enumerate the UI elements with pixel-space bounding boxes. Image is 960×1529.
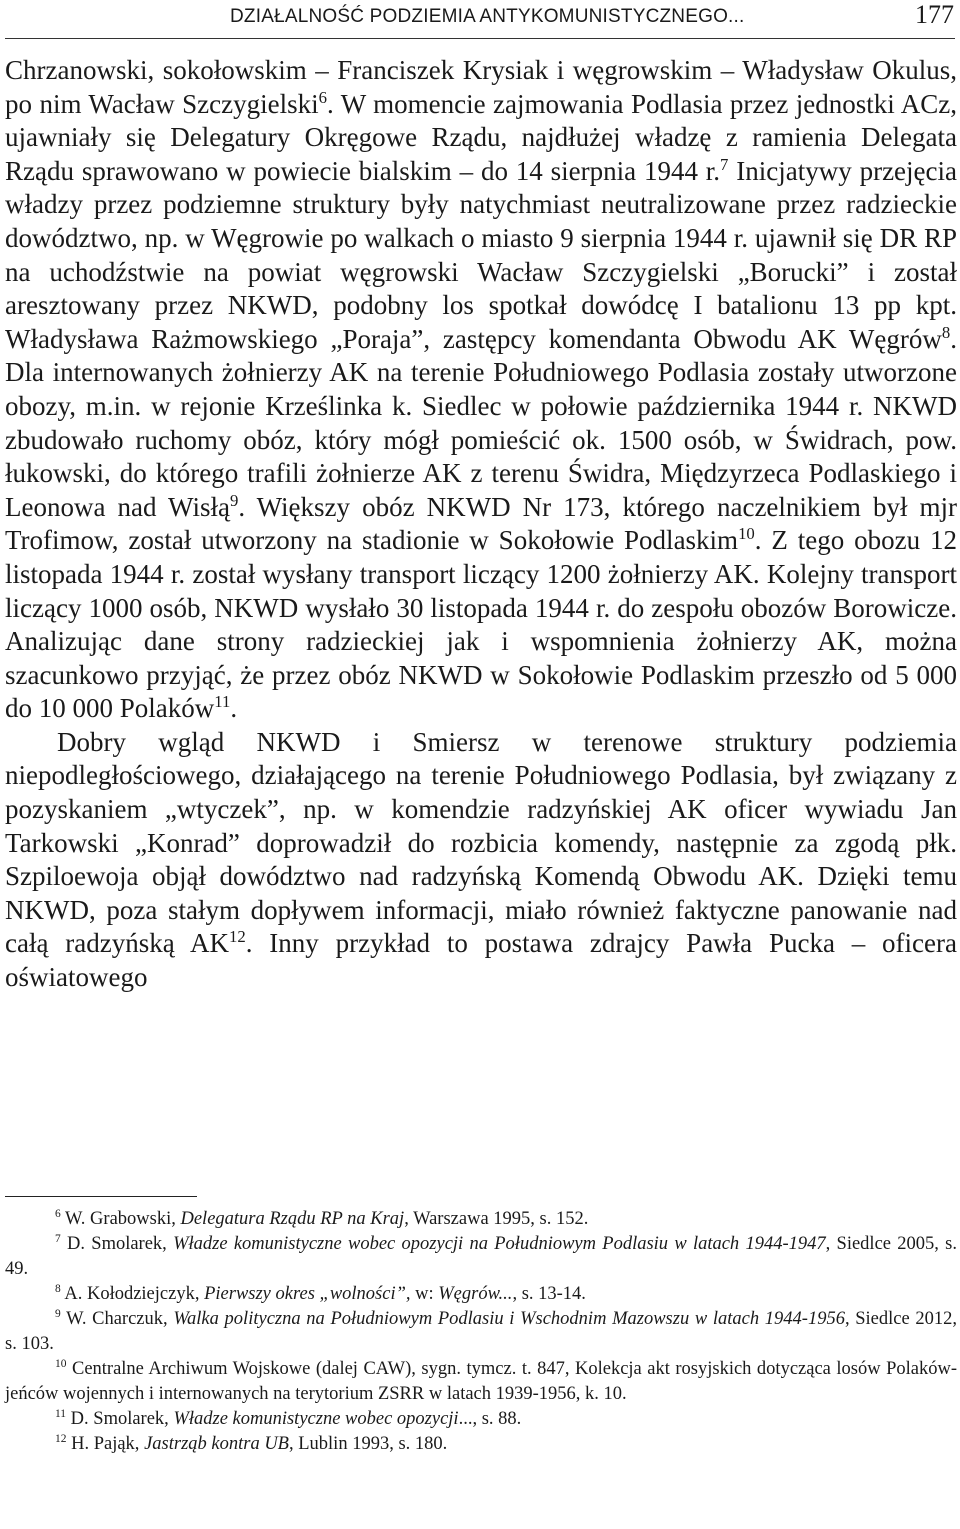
footnote-author: W. Charczuk,: [66, 1309, 174, 1329]
text-run: Chrzanowski, sokołowskim – Franciszek Krysiak i węgrowskim – Władysław Okulus, po nim Wacław Szczygielski: [5, 55, 957, 119]
footnote-number: 8: [55, 1282, 61, 1295]
footnote-ref: 9: [229, 490, 239, 510]
footnote-ref: 8: [941, 322, 951, 342]
footnote-11: [5, 1407, 957, 1432]
footnote-rest: , Siedlce 2005, s. 49.: [5, 1234, 958, 1279]
running-title: DZIAŁALNOŚĆ PODZIEMIA ANTYKOMUNISTYCZNEGO...: [230, 6, 745, 27]
footnote-rest: , Warszawa 1995, s. 152.: [404, 1209, 589, 1229]
footnote-author: A. Kołodziejczyk,: [64, 1284, 205, 1304]
page-number: 177: [915, 0, 954, 29]
text-run: . Dla internowanych żołnierzy AK na terenie Południowego Podlasia zostały utworzone obozy, m.in. w rejonie Krześlinka k. Siedlec w połowie października 1944 r. NKWD zbudowało ruchomy obóz, który mógł pomieścić ok. 1500 osób, w Świdrach, pow. łukowski, do którego trafili żołnierze AK z terenu Świdra, Międzyrzeca Podlaskiego i Leonowa nad Wisłą: [5, 323, 957, 522]
footnote-title: Jastrząb kontra UB: [144, 1434, 289, 1454]
text-run: . Większy obóz NKWD Nr 173, którego naczelnikiem był mjr Trofimow, został utworzony na stadionie w Sokołowie Podlaskim: [5, 491, 957, 556]
footnote-ref: 12: [229, 927, 246, 947]
footnote-12: [5, 1432, 957, 1457]
footnote-title: Władze komunistyczne wobec opozycji: [173, 1409, 459, 1429]
footnote-author: D. Smolarek,: [70, 1409, 174, 1429]
footnote-number: 11: [55, 1407, 67, 1420]
page-header: [0, 0, 960, 44]
text-run: .: [230, 693, 238, 724]
text-run: Dobry wgląd NKWD i Smiersz w terenowe struktury podziemia niepodległościowego, działającego na terenie Południowego Podlasia, był związany z pozyskaniem „wtyczek”, np. w komendzie radzyńskiej AK oficer wywiadu Jan Tarkowski „Konrad” doprowadził do rozbicia komendy, następnie za zgodą płk. Szpiloewoja objął dowództwo nad radzyńską Komendą Obwodu AK. Dzięki temu NKWD, poza stałym dopływem informacji, miało również faktyczne panowanie nad całą radzyńską AK: [5, 726, 957, 959]
footnote-number: 12: [55, 1432, 67, 1445]
footnote-title: Węgrów...: [438, 1284, 513, 1304]
footnote-rest: , s. 13-14.: [512, 1284, 586, 1304]
footnote-rest: , Lublin 1993, s. 180.: [288, 1434, 448, 1454]
footnote-number: 9: [55, 1307, 61, 1320]
footnotes: [5, 1207, 957, 1457]
footnote-8: [5, 1282, 957, 1307]
paragraph-1: [5, 54, 957, 726]
footnote-rest: , Siedlce 2012, s. 103.: [5, 1309, 957, 1354]
header-rule: [5, 38, 955, 39]
footnote-rest: ..., s. 88.: [458, 1409, 522, 1429]
footnote-number: 6: [55, 1207, 61, 1220]
footnote-ref: 10: [738, 524, 755, 544]
footnote-author: D. Smolarek,: [67, 1234, 174, 1254]
footnote-author: W. Grabowski,: [65, 1209, 181, 1229]
footnote-9: [5, 1307, 957, 1357]
footnote-10: [5, 1357, 957, 1407]
footnote-author: H. Pająk,: [71, 1434, 145, 1454]
paragraph-2: [5, 726, 957, 995]
text-run: . W momencie zajmowania Podlasia przez jednostki ACz, ujawniały się Delegatury Okręgowe Rządu, najdłużej władzę z ramienia Delegata Rządu sprawowano w powiecie bialskim – do 14 sierpnia 1944 r.: [5, 88, 957, 186]
footnote-6: [5, 1207, 957, 1232]
body-text: [5, 54, 957, 995]
text-run: . Inny przykład to postawa zdrajcy Pawła Pucka – oficera oświatowego: [5, 928, 957, 993]
footnote-title: Walka polityczna na Południowym Podlasiu i Wschodnim Mazowszu w latach 1944-1956: [173, 1309, 845, 1329]
footnote-separator: [5, 1196, 197, 1197]
text-run: Inicjatywy przejęcia władzy przez podziemne struktury były natychmiast neutralizowane przez radzieckie dowództwo, np. w Węgrowie po walkach o miasto 9 sierpnia 1944 r. ujawnił się DR RP na uchodźstwie na powiat węgrowski Wacław Szczygielski „Borucki” i został aresztowany przez NKWD, podobny los spotkał dowódcę I batalionu 13 pp kpt. Władysława Rażmowskiego „Poraja”, zastępcy komendanta Obwodu AK Węgrów: [5, 155, 957, 354]
footnote-number: 7: [55, 1232, 61, 1245]
footnote-ref: 11: [214, 692, 231, 712]
footnote-number: 10: [55, 1357, 67, 1370]
footnote-title: Delegatura Rządu RP na Kraj: [180, 1209, 405, 1229]
footnote-7: [5, 1232, 957, 1282]
footnote-title: Władze komunistyczne wobec opozycji na Południowym Podlasiu w latach 1944-1947: [173, 1234, 826, 1254]
footnote-ref: 6: [318, 87, 327, 107]
footnote-title: Pierwszy okres „wolności”,: [204, 1284, 416, 1304]
footnote-ref: 7: [720, 154, 729, 174]
footnote-text: Centralne Archiwum Wojskowe (dalej CAW), sygn. tymcz. t. 847, Kolekcja akt rosyjskich dotycząca losów Polaków-jeńców wojennych i internowanych na terytorium ZSRR w latach 1939-1956, k. 10.: [5, 1359, 958, 1404]
text-run: . Z tego obozu 12 listopada 1944 r. został wysłany transport liczący 1200 żołnierzy AK. Kolejny transport liczący 1000 osób, NKWD wysłało 30 listopada 1944 r. do zespołu obozów Borowicze. Analizując dane strony radzieckiej jak i wspomnienia żołnierzy AK, można szacunkowo przyjąć, że przez obóz NKWD w Sokołowie Podlaskim przeszło od 5 000 do 10 000 Polaków: [5, 525, 957, 724]
footnote-mid: w:: [415, 1284, 439, 1304]
